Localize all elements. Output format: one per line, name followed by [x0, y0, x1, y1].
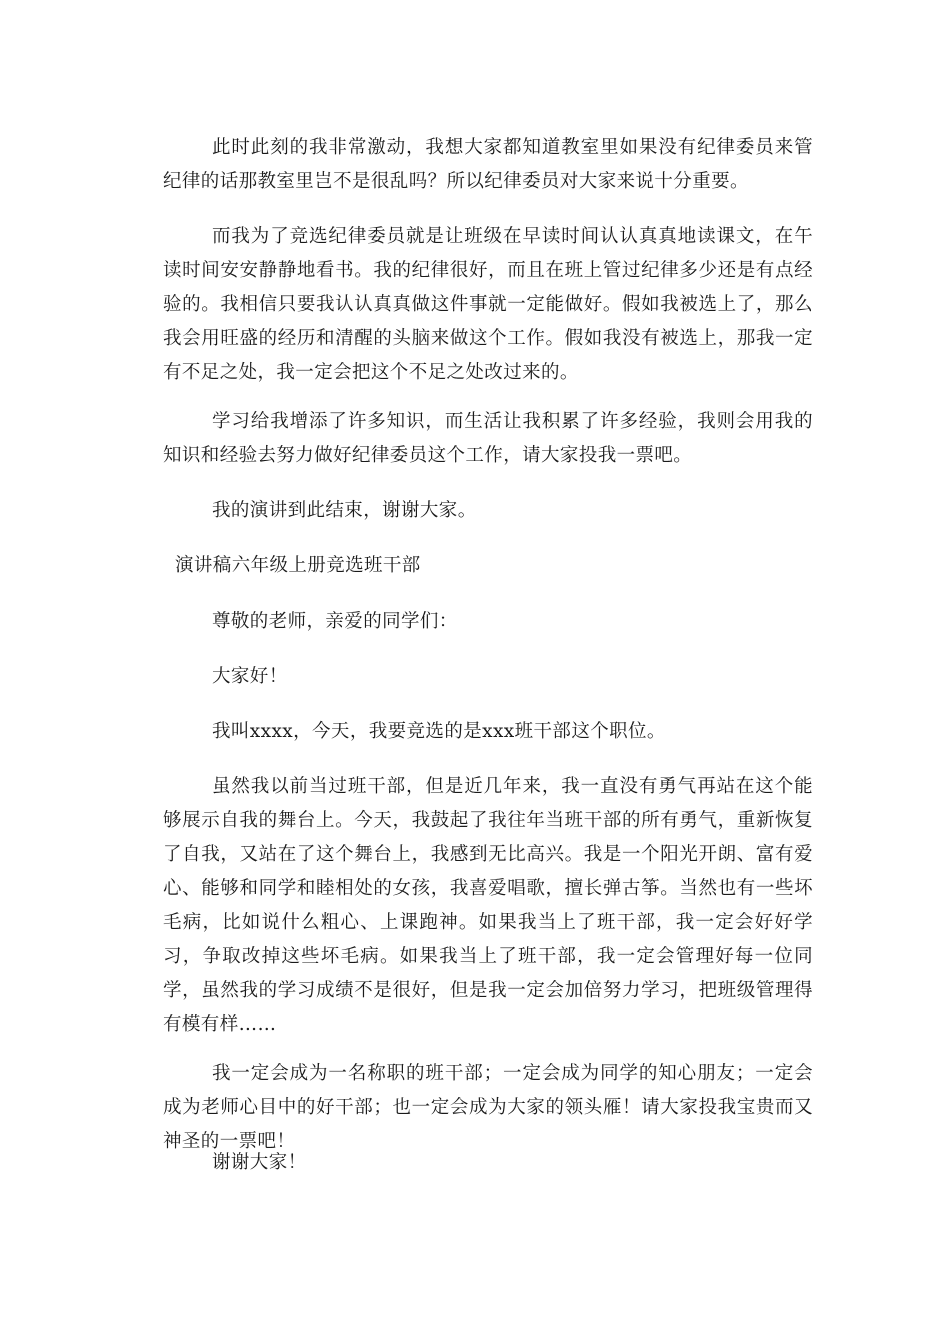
- speech-thanks: 谢谢大家！: [212, 1152, 307, 1173]
- speech-promise: 我一定会成为一名称职的班干部；一定会成为同学的知心朋友；一定会成为老师心目中的好干部；也一定会成为大家的领头雁！请大家投我宝贵而又神圣的一票吧！: [163, 1063, 813, 1152]
- speech-greeting: 大家好！: [212, 666, 288, 687]
- section-title: 演讲稿六年级上册竞选班干部: [175, 555, 421, 576]
- paragraph-discipline-importance: 此时此刻的我非常激动，我想大家都知道教室里如果没有纪律委员来管纪律的话那教室里岂不是很乱吗？所以纪律委员对大家来说十分重要。: [163, 137, 813, 192]
- speech-salutation: 尊敬的老师，亲爱的同学们：: [212, 611, 458, 632]
- speech-introduction: 我叫xxxx，今天，我要竞选的是xxx班干部这个职位。: [212, 721, 666, 742]
- speech-body: 虽然我以前当过班干部，但是近几年来，我一直没有勇气再站在这个能够展示自我的舞台上。今天，我鼓起了我往年当班干部的所有勇气，重新恢复了自我，又站在了这个舞台上，我感到无比高兴。我是一个阳光开朗、富有爱心、能够和同学和睦相处的女孩，我喜爱唱歌，擅长弹古筝。当然也有一些坏毛病，比如说什么粗心、上课跑神。如果我当上了班干部，我一定会好好学习，争取改掉这些坏毛病。如果我当上了班干部，我一定会管理好每一位同学，虽然我的学习成绩不是很好，但是我一定会加倍努力学习，把班级管理得有模有样……: [163, 776, 813, 1035]
- paragraph-discipline-plan: 而我为了竞选纪律委员就是让班级在早读时间认认真真地读课文，在午读时间安安静静地看书。我的纪律很好，而且在班上管过纪律多少还是有点经验的。我相信只要我认认真真做这件事就一定能做好。假如我被选上了，那么我会用旺盛的经历和清醒的头脑来做这个工作。假如我没有被选上，那我一定有不足之处，我一定会把这个不足之处改过来的。: [163, 226, 813, 383]
- paragraph-knowledge-experience: 学习给我增添了许多知识，而生活让我积累了许多经验，我则会用我的知识和经验去努力做好纪律委员这个工作，请大家投我一票吧。: [163, 411, 813, 466]
- paragraph-closing: 我的演讲到此结束，谢谢大家。: [212, 500, 477, 521]
